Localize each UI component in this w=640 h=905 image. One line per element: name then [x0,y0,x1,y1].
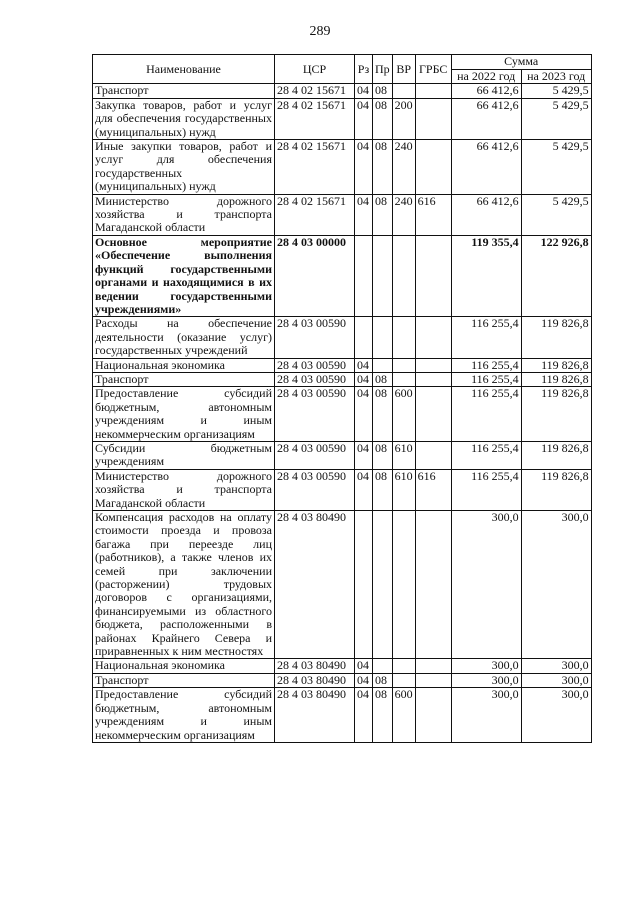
header-pr: Пр [373,55,393,84]
row-grbs [415,659,451,673]
row-sum-2022: 116 255,4 [451,441,521,469]
row-pr [373,358,393,372]
table-row [93,688,592,743]
row-csr: 28 4 02 15671 [275,194,355,235]
row-sum-2022: 66 412,6 [451,140,521,195]
row-sum-2022: 116 255,4 [451,317,521,358]
row-sum-2022: 300,0 [451,511,521,659]
row-pr: 08 [373,194,393,235]
header-sum: Сумма [451,55,591,70]
row-sum-2022: 116 255,4 [451,387,521,442]
row-sum-2023: 119 826,8 [521,317,591,358]
row-rz [355,317,373,358]
row-grbs: 616 [415,469,451,510]
row-pr [373,235,393,316]
table-row [93,140,592,195]
row-grbs [415,317,451,358]
row-pr: 08 [373,98,393,139]
row-sum-2022: 116 255,4 [451,372,521,386]
header-2022: на 2022 год [451,70,521,84]
row-name: Министерство дорожного хозяйства и транспорта Магаданской области [93,469,275,510]
row-sum-2023: 119 826,8 [521,441,591,469]
row-sum-2023: 119 826,8 [521,358,591,372]
row-pr [373,317,393,358]
budget-table [92,54,592,743]
row-vr [392,673,415,687]
row-name: Предоставление субсидий бюджетным, автономным учреждениям и иным некоммерческим организациям [93,688,275,743]
row-vr [392,659,415,673]
row-sum-2023: 5 429,5 [521,194,591,235]
row-name: Министерство дорожного хозяйства и транспорта Магаданской области [93,194,275,235]
row-sum-2023: 300,0 [521,659,591,673]
row-grbs [415,688,451,743]
row-sum-2023: 5 429,5 [521,84,591,98]
row-pr [373,511,393,659]
row-vr: 600 [392,387,415,442]
row-rz [355,511,373,659]
row-sum-2023: 122 926,8 [521,235,591,316]
row-sum-2023: 300,0 [521,511,591,659]
row-csr: 28 4 03 80490 [275,659,355,673]
row-grbs [415,98,451,139]
row-name: Национальная экономика [93,659,275,673]
row-rz: 04 [355,140,373,195]
row-vr [392,235,415,316]
row-sum-2022: 66 412,6 [451,194,521,235]
row-csr: 28 4 03 80490 [275,673,355,687]
row-rz: 04 [355,372,373,386]
table-row [93,84,592,98]
row-pr [373,659,393,673]
row-csr: 28 4 03 00590 [275,358,355,372]
row-rz: 04 [355,659,373,673]
row-sum-2022: 116 255,4 [451,469,521,510]
row-pr: 08 [373,441,393,469]
row-rz: 04 [355,358,373,372]
table-row [93,372,592,386]
row-name: Национальная экономика [93,358,275,372]
row-name: Основное мероприятие «Обеспечение выполнения функций государственными органами и находящимися в их ведении государственными учреждениями» [93,235,275,316]
header-2023: на 2023 год [521,70,591,84]
header-csr: ЦСР [275,55,355,84]
row-sum-2023: 300,0 [521,673,591,687]
row-vr [392,358,415,372]
row-name: Иные закупки товаров, работ и услуг для обеспечения государственных (муниципальных) нужд [93,140,275,195]
row-name: Субсидии бюджетным учреждениям [93,441,275,469]
header-grbs: ГРБС [415,55,451,84]
row-vr: 200 [392,98,415,139]
row-sum-2022: 66 412,6 [451,84,521,98]
table-row [93,469,592,510]
header-vr: ВР [392,55,415,84]
row-rz [355,235,373,316]
row-rz: 04 [355,194,373,235]
row-sum-2022: 119 355,4 [451,235,521,316]
row-sum-2023: 119 826,8 [521,469,591,510]
row-rz: 04 [355,98,373,139]
row-pr: 08 [373,688,393,743]
row-csr: 28 4 02 15671 [275,98,355,139]
row-rz: 04 [355,469,373,510]
row-pr: 08 [373,84,393,98]
row-sum-2022: 116 255,4 [451,358,521,372]
row-csr: 28 4 03 00590 [275,469,355,510]
row-csr: 28 4 02 15671 [275,84,355,98]
row-csr: 28 4 03 80490 [275,511,355,659]
table-body [93,84,592,743]
row-grbs [415,358,451,372]
page-number: 289 [309,24,331,39]
row-grbs: 616 [415,194,451,235]
row-grbs [415,140,451,195]
row-grbs [415,441,451,469]
row-vr [392,317,415,358]
table-row [93,194,592,235]
row-rz: 04 [355,688,373,743]
row-rz: 04 [355,441,373,469]
row-sum-2022: 300,0 [451,659,521,673]
row-vr [392,511,415,659]
row-grbs [415,372,451,386]
row-name: Компенсация расходов на оплату стоимости проезда и провоза багажа при переезде лиц (работников), а также членов их семей при заключении (расторжении) трудовых договоров с организациями, финансируемыми из областного бюджета, расположенными в районах Крайнего Севера и приравненных к ним местностях [93,511,275,659]
row-sum-2023: 119 826,8 [521,387,591,442]
table-row [93,673,592,687]
row-name: Транспорт [93,372,275,386]
row-sum-2023: 5 429,5 [521,140,591,195]
table-row [93,511,592,659]
row-sum-2023: 119 826,8 [521,372,591,386]
row-grbs [415,84,451,98]
row-csr: 28 4 03 00590 [275,317,355,358]
row-csr: 28 4 02 15671 [275,140,355,195]
row-name: Транспорт [93,673,275,687]
row-rz: 04 [355,673,373,687]
row-sum-2022: 300,0 [451,673,521,687]
header-name: Наименование [93,55,275,84]
row-vr: 610 [392,441,415,469]
row-csr: 28 4 03 80490 [275,688,355,743]
table-row [93,659,592,673]
row-pr: 08 [373,469,393,510]
row-sum-2023: 5 429,5 [521,98,591,139]
row-vr: 240 [392,140,415,195]
row-csr: 28 4 03 00590 [275,441,355,469]
row-sum-2023: 300,0 [521,688,591,743]
row-csr: 28 4 03 00590 [275,372,355,386]
row-vr: 240 [392,194,415,235]
row-grbs [415,673,451,687]
header-rz: Рз [355,55,373,84]
row-pr: 08 [373,673,393,687]
row-grbs [415,387,451,442]
row-sum-2022: 66 412,6 [451,98,521,139]
row-vr: 600 [392,688,415,743]
table-row [93,358,592,372]
row-vr [392,84,415,98]
table-row [93,235,592,316]
table-row [93,317,592,358]
row-name: Закупка товаров, работ и услуг для обеспечения государственных (муниципальных) нужд [93,98,275,139]
row-csr: 28 4 03 00590 [275,387,355,442]
row-grbs [415,235,451,316]
row-vr: 610 [392,469,415,510]
row-grbs [415,511,451,659]
row-name: Предоставление субсидий бюджетным, автономным учреждениям и иным некоммерческим организациям [93,387,275,442]
row-pr: 08 [373,140,393,195]
row-rz: 04 [355,387,373,442]
table-row [93,98,592,139]
row-vr [392,372,415,386]
row-pr: 08 [373,372,393,386]
row-sum-2022: 300,0 [451,688,521,743]
row-pr: 08 [373,387,393,442]
row-rz: 04 [355,84,373,98]
row-name: Расходы на обеспечение деятельности (оказание услуг) государственных учреждений [93,317,275,358]
row-name: Транспорт [93,84,275,98]
table-row [93,387,592,442]
table-row [93,441,592,469]
row-csr: 28 4 03 00000 [275,235,355,316]
